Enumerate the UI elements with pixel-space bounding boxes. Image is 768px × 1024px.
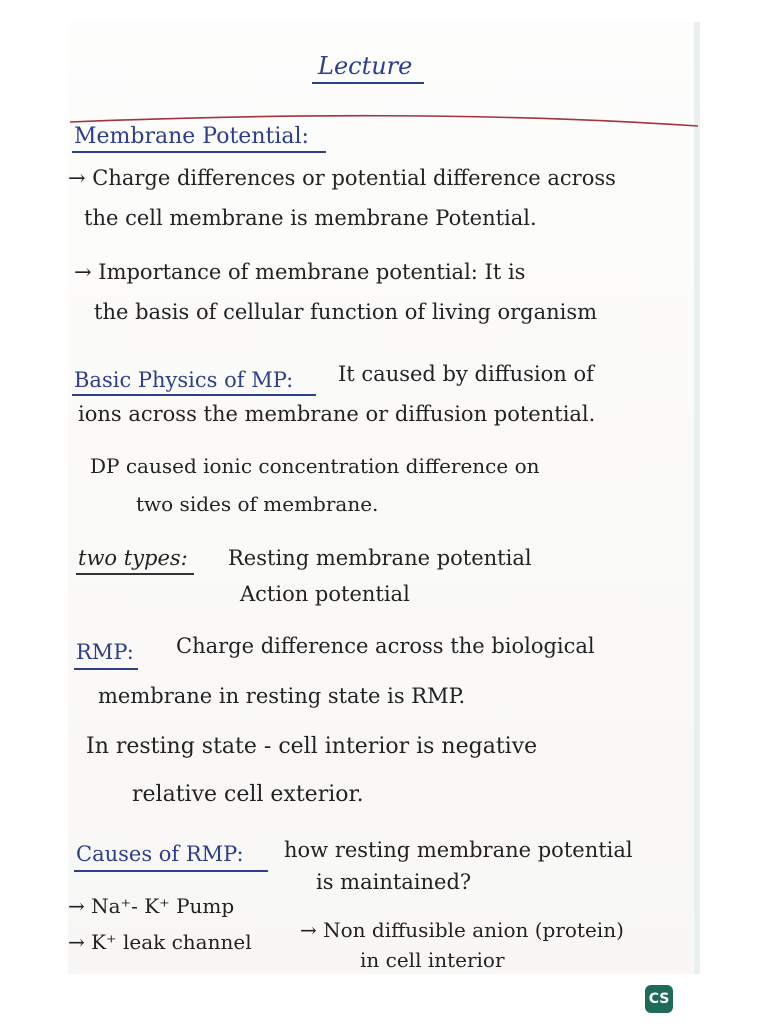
heading-underline — [72, 394, 316, 396]
resting-state-line-1: In resting state - cell interior is negative — [86, 734, 538, 759]
definition-line-2: the cell membrane is membrane Potential. — [84, 206, 537, 230]
cause-item-pump: → Na⁺- K⁺ Pump — [68, 894, 235, 918]
cause-item-anion-line-2: in cell interior — [360, 948, 505, 972]
membrane-potential-heading: Membrane Potential: — [74, 124, 309, 149]
type-resting: Resting membrane potential — [228, 546, 532, 570]
rmp-heading: RMP: — [76, 640, 134, 664]
importance-line-1: → Importance of membrane potential: It is — [74, 260, 526, 284]
two-types-heading: two types: — [78, 546, 188, 570]
page-edge — [694, 22, 700, 974]
causes-question-line-2: is maintained? — [316, 870, 472, 894]
dp-line-2: two sides of membrane. — [136, 492, 379, 516]
definition-line-1: → Charge differences or potential difference across — [68, 166, 616, 190]
basic-physics-line-2: ions across the membrane or diffusion potential. — [78, 402, 596, 426]
title-underline — [312, 82, 424, 84]
heading-underline — [76, 573, 194, 575]
basic-physics-heading: Basic Physics of MP: — [74, 368, 294, 392]
heading-underline — [74, 870, 268, 872]
rmp-line-1: Charge difference across the biological — [176, 634, 595, 658]
causes-heading: Causes of RMP: — [76, 842, 244, 866]
camscanner-logo-icon: CS — [645, 985, 673, 1013]
cause-item-anion-line-1: → Non diffusible anion (protein) — [300, 918, 624, 942]
basic-physics-line-1: It caused by diffusion of — [338, 362, 594, 386]
page-title: Lecture — [318, 52, 413, 80]
rmp-line-2: membrane in resting state is RMP. — [98, 684, 466, 708]
causes-question-line-1: how resting membrane potential — [284, 838, 633, 862]
heading-underline — [74, 668, 138, 670]
resting-state-line-2: relative cell exterior. — [132, 782, 364, 807]
cause-item-leak-channel: → K⁺ leak channel — [68, 930, 252, 954]
importance-line-2: the basis of cellular function of living organism — [94, 300, 598, 324]
type-action: Action potential — [240, 582, 410, 606]
dp-line-1: DP caused ionic concentration difference on — [90, 454, 540, 478]
heading-underline — [72, 151, 326, 153]
